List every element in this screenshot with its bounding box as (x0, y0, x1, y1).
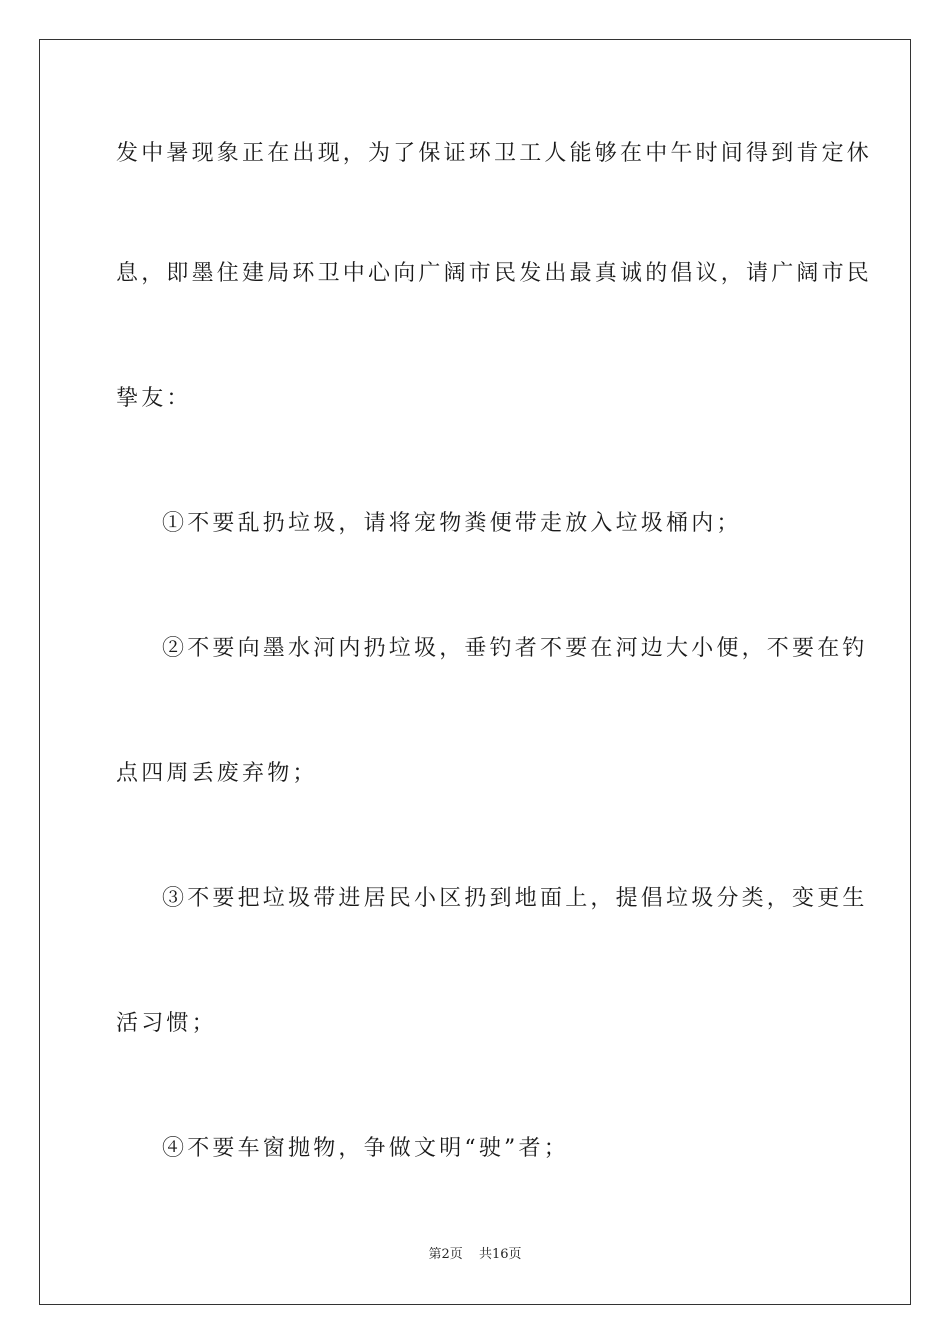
list-item-1: ①不要乱扔垃圾，请将宠物粪便带走放入垃圾桶内； (162, 511, 742, 536)
page-footer (0, 1246, 950, 1264)
list-item-4: ④不要车窗抛物，争做文明“驶”者； (162, 1136, 569, 1161)
page-number: 第2页 (428, 1247, 463, 1262)
body-text-line: 发中暑现象正在出现，为了保证环卫工人能够在中午时间得到肯定休 (116, 141, 873, 166)
body-text-line: 挚友： (116, 386, 192, 411)
list-item-2: ②不要向墨水河内扔垃圾，垂钓者不要在河边大小便，不要在钓 (162, 636, 868, 661)
body-text-line: 活习惯； (116, 1011, 217, 1036)
body-text-line: 息，即墨住建局环卫中心向广阔市民发出最真诚的倡议，请广阔市民 (116, 261, 873, 286)
total-pages: 共16页 (478, 1247, 522, 1262)
list-item-3: ③不要把垃圾带进居民小区扔到地面上，提倡垃圾分类，变更生 (162, 886, 868, 911)
page-frame (39, 39, 911, 1305)
body-text-line: 点四周丢废弃物； (116, 761, 318, 786)
